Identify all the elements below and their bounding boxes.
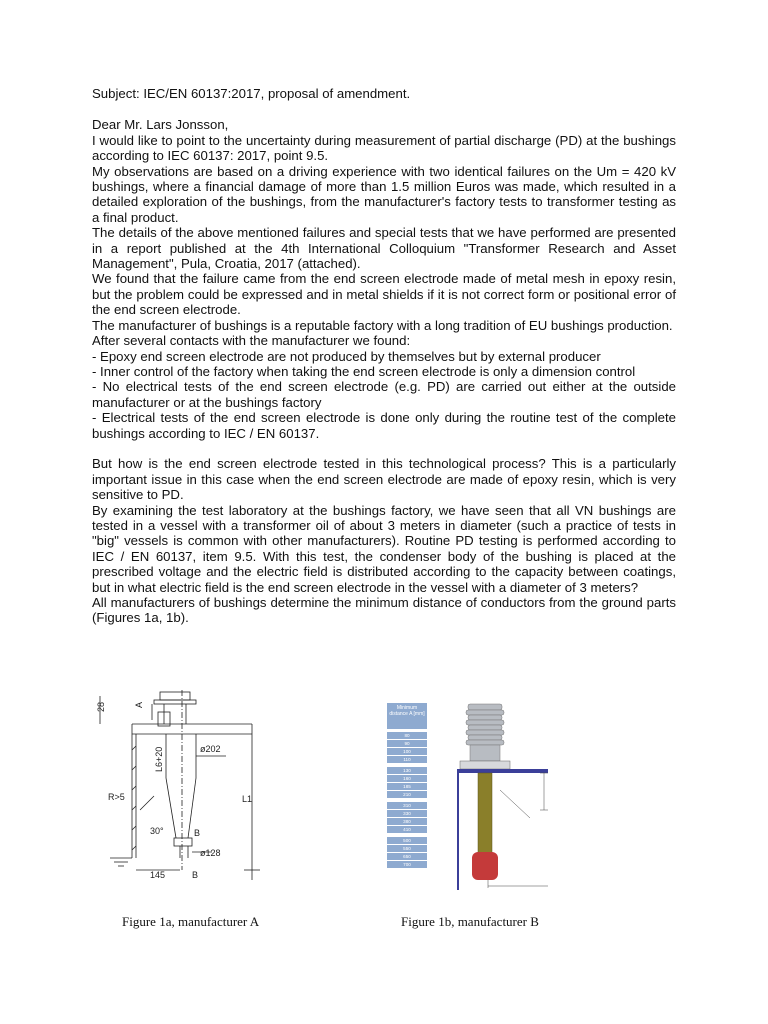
table-group (387, 837, 427, 868)
dim-30-label: 30° (150, 826, 164, 836)
paragraph: I would like to point to the uncertainty during measurement of partial discharge (PD) at the bushings according to IEC 60137: 2017, point 9.5. (92, 132, 676, 164)
table-cell: 330 (387, 810, 427, 817)
table-cell: 90 (387, 740, 427, 747)
dim-l1-label: L1 (242, 794, 253, 804)
table-cell: 160 (387, 775, 427, 782)
paragraph: The details of the above mentioned failures and special tests that we have performed are presented in a report published at the 4th International Colloquium "Transformer Research and Asset Management", Pula, Croatia, 2017 (attached). (92, 225, 676, 272)
table-cell: 310 (387, 802, 427, 809)
table-cell: 210 (387, 791, 427, 798)
paragraph: All manufacturers of bushings determine the minimum distance of conductors from the ground parts (Figures 1a, 1b). (92, 594, 676, 626)
paragraph: After several contacts with the manufacturer we found: (92, 333, 411, 349)
dim-28-label: 28 (96, 701, 106, 712)
list-item: - Inner control of the factory when taking the end screen electrode is only a dimension control (92, 363, 636, 379)
list-item: - Epoxy end screen electrode are not produced by themselves but by external producer (92, 348, 601, 364)
table-cell: 80 (387, 732, 427, 739)
paragraph: By examining the test laboratory at the bushings factory, we have seen that all VN bushings are tested in a vessel with a transformer oil of about 3 meters in diameter (such a practice of tests in "big" vessels is common with other manufacturers). Routine PD testing is performed according to IEC / EN 60137, item 9.5. With this test, the condenser body of the bushing is placed at the prescribed voltage and the electric field is distributed according to the capacity between coatings, but in what electric field is the end screen electrode in the vessel with a diameter of 3 meters? (92, 502, 676, 595)
minimum-distance-table (387, 703, 427, 869)
table-group (387, 732, 427, 763)
table-header: Minimum distance A [mm] (387, 703, 427, 729)
dim-r-label: R>5 (108, 792, 125, 802)
subject-line: Subject: IEC/EN 60137:2017, proposal of amendment. (92, 86, 411, 101)
table-cell: 110 (387, 756, 427, 763)
table-cell: 700 (387, 861, 427, 868)
figure-1b-illustration (440, 700, 555, 896)
paragraph: We found that the failure came from the end screen electrode made of metal mesh in epoxy resin, but the problem could be expressed and in metal shields if it is not correct form or positional error of the end screen electrode. (92, 271, 676, 318)
figure-1a-caption: Figure 1a, manufacturer A (122, 914, 260, 929)
letter-body (92, 86, 676, 626)
table-cell: 410 (387, 826, 427, 833)
table-cell: 550 (387, 845, 427, 852)
dim-l6-label: L6+20 (154, 746, 164, 772)
table-cell: 100 (387, 748, 427, 755)
dim-b2-label: B (192, 870, 199, 880)
dim-b-label: B (194, 828, 201, 838)
table-cell: 500 (387, 837, 427, 844)
dim-128-label: ø128 (200, 848, 221, 858)
list-item: - Electrical tests of the end screen electrode is done only during the routine test of the complete bushings according to IEC / EN 60137. (92, 410, 676, 441)
table-group (387, 802, 427, 833)
dim-a-label: A (134, 701, 144, 708)
figure-1a-drawing (92, 690, 272, 902)
table-cell: 380 (387, 818, 427, 825)
dim-145-label: 145 (150, 870, 166, 880)
list-item: - No electrical tests of the end screen electrode (e.g. PD) are carried out either at the outside manufacturer or at the bushings factory (92, 379, 676, 410)
dim-202-label: ø202 (200, 744, 221, 754)
salutation: Dear Mr. Lars Jonsson, (92, 117, 229, 133)
paragraph: The manufacturer of bushings is a reputable factory with a long tradition of EU bushings production. (92, 317, 673, 333)
paragraph: My observations are based on a driving experience with two identical failures on the Um = 420 kV bushings, where a financial damage of more than 1.5 million Euros was made, which resulted in a detailed exploration of the bushings, from the manufacturer's factory tests to transformer testing as a final product. (92, 163, 676, 225)
figure-1b-caption: Figure 1b, manufacturer B (401, 914, 539, 929)
table-cell: 650 (387, 853, 427, 860)
table-cell: 185 (387, 783, 427, 790)
paragraph: But how is the end screen electrode tested in this technological process? This is a particularly important issue in this case when the end screen electrode are made of epoxy resin, which is very sensitive to PD. (92, 456, 676, 503)
table-group (387, 767, 427, 798)
table-cell: 130 (387, 767, 427, 774)
blank-line (92, 441, 676, 456)
